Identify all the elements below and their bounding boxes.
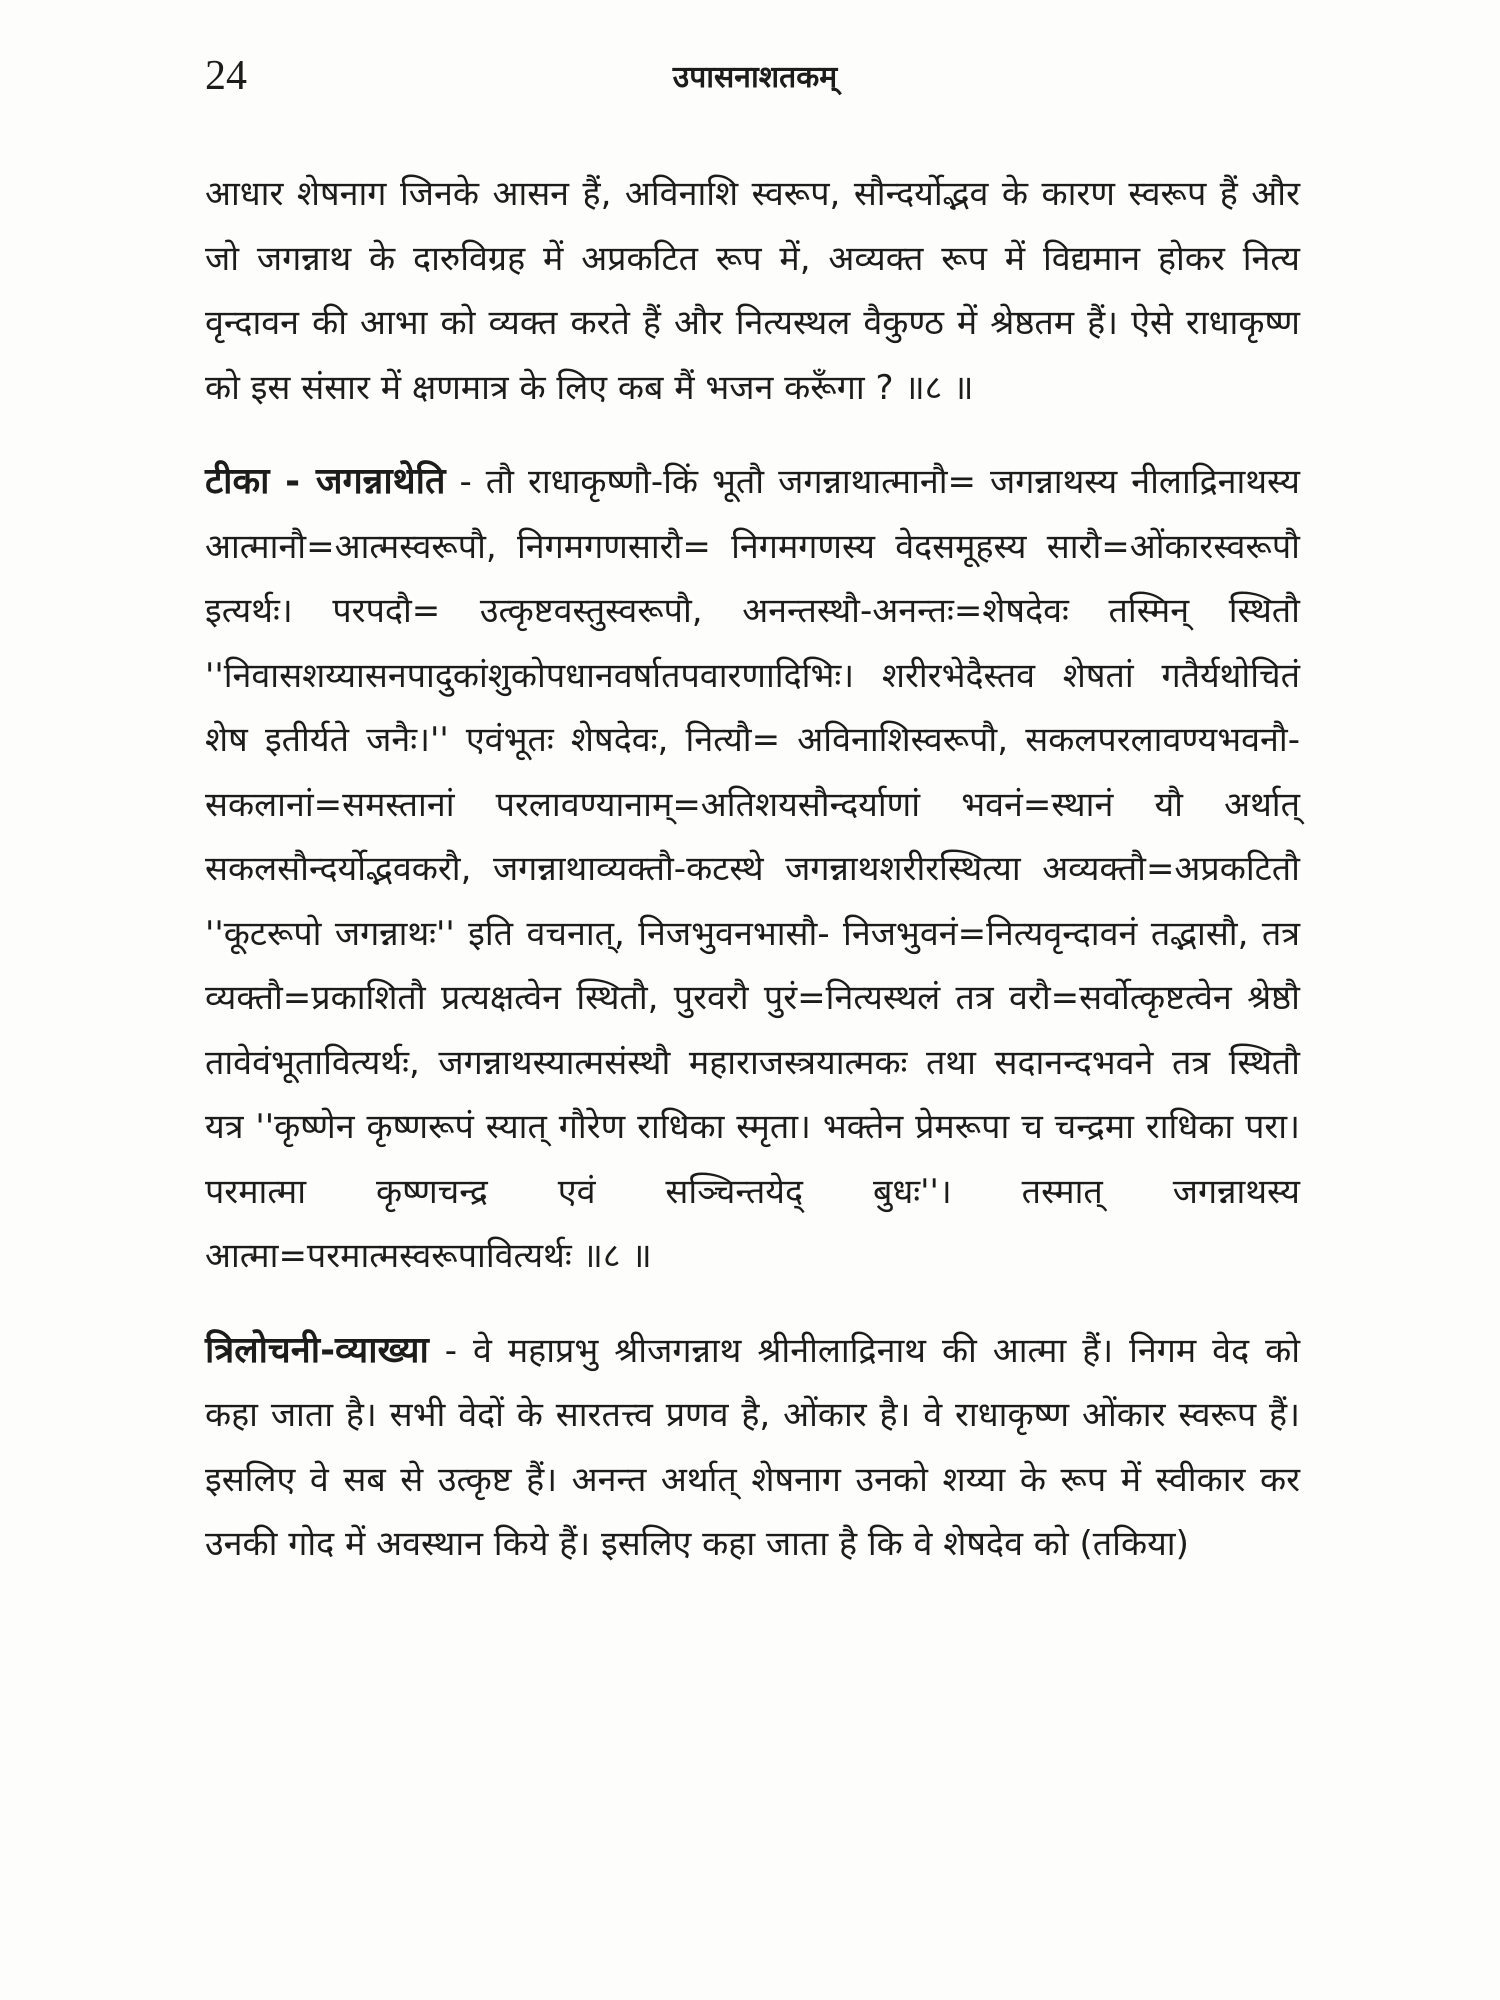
vyakhya-heading: त्रिलोचनी-व्याख्या: [205, 1329, 429, 1371]
page-number: 24: [205, 53, 247, 99]
running-title: उपासनाशतकम्: [672, 60, 838, 95]
page-header: [205, 48, 1305, 108]
vyakhya-paragraph: [205, 1319, 1300, 1577]
tika-text: - तौ राधाकृष्णौ-किं भूतौ जगन्नाथात्मानौ= जगन्नाथस्य नीलाद्रिनाथस्य आत्मानौ=आत्मस्वरूपौ, निगमगणसारौ= निगमगणस्य वेदसमूहस्य सारौ=ओंकारस्वरूपौ इत्यर्थः। परपदौ= उत्कृष्टवस्तुस्वरूपौ, अनन्तस्थौ-अनन्तः=शेषदेवः तस्मिन् स्थितौ ''निवासशय्यासनपादुकांशुकोपधानवर्षातपवारणादिभिः। शरीरभेदैस्तव शेषतां गतैर्यथोचितं शेष इतीर्यते जनैः।'' एवंभूतः शेषदेवः, नित्यौ= अविनाशिस्वरूपौ, सकलपरलावण्यभवनौ-सकलानां=समस्तानां परलावण्यानाम्=अतिशयसौन्दर्याणां भवनं=स्थानं यौ अर्थात् सकलसौन्दर्योद्भवकरौ, जगन्नाथाव्यक्तौ-कटस्थे जगन्नाथशरीरस्थित्या अव्यक्तौ=अप्रकटितौ ''कूटरूपो जगन्नाथः'' इति वचनात्, निजभुवनभासौ- निजभुवनं=नित्यवृन्दावनं तद्भासौ, तत्र व्यक्तौ=प्रकाशितौ प्रत्यक्षत्वेन स्थितौ, पुरवरौ पुरं=नित्यस्थलं तत्र वरौ=सर्वोत्कृष्टत्वेन श्रेष्ठौ तावेवंभूतावित्यर्थः, जगन्नाथस्यात्मसंस्थौ महाराजस्त्रयात्मकः तथा सदानन्दभवने तत्र स्थितौ यत्र ''कृष्णेन कृष्णरूपं स्यात् गौरेण राधिका स्मृता। भक्तेन प्रेमरूपा च चन्द्रमा राधिका परा। परमात्मा कृष्णचन्द्र एवं सञ्चिन्तयेद् बुधः''। तस्मात् जगन्नाथस्य आत्मा=परमात्मस्वरूपावित्यर्थः ॥८ ॥: [205, 462, 1300, 1276]
tika-heading: टीका - जगन्नाथेति: [205, 461, 446, 502]
hindi-translation-paragraph: आधार शेषनाग जिनके आसन हैं, अविनाशि स्वरूप, सौन्दर्योद्भव के कारण स्वरूप हैं और जो जगन्नाथ के दारुविग्रह में अप्रकटित रूप में, अव्यक्त रूप में विद्यमान होकर नित्य वृन्दावन की आभा को व्यक्त करते हैं और नित्यस्थल वैकुण्ठ में श्रेष्ठतम हैं। ऐसे राधाकृष्ण को इस संसार में क्षणमात्र के लिए कब मैं भजन करूँगा ? ॥८ ॥: [205, 174, 1300, 408]
vyakhya-text: - वे महाप्रभु श्रीजगन्नाथ श्रीनीलाद्रिनाथ की आत्मा हैं। निगम वेद को कहा जाता है। सभी वेदों के सारतत्त्व प्रणव है, ओंकार है। वे राधाकृष्ण ओंकार स्वरूप हैं। इसलिए वे सब से उत्कृष्ट हैं। अनन्त अर्थात् शेषनाग उनको शय्या के रूप में स्वीकार कर उनकी गोद में अवस्थान किये हैं। इसलिए कहा जाता है कि वे शेषदेव को (तकिया): [205, 1330, 1300, 1564]
page-body: [205, 162, 1300, 1577]
tika-paragraph: [205, 450, 1300, 1289]
